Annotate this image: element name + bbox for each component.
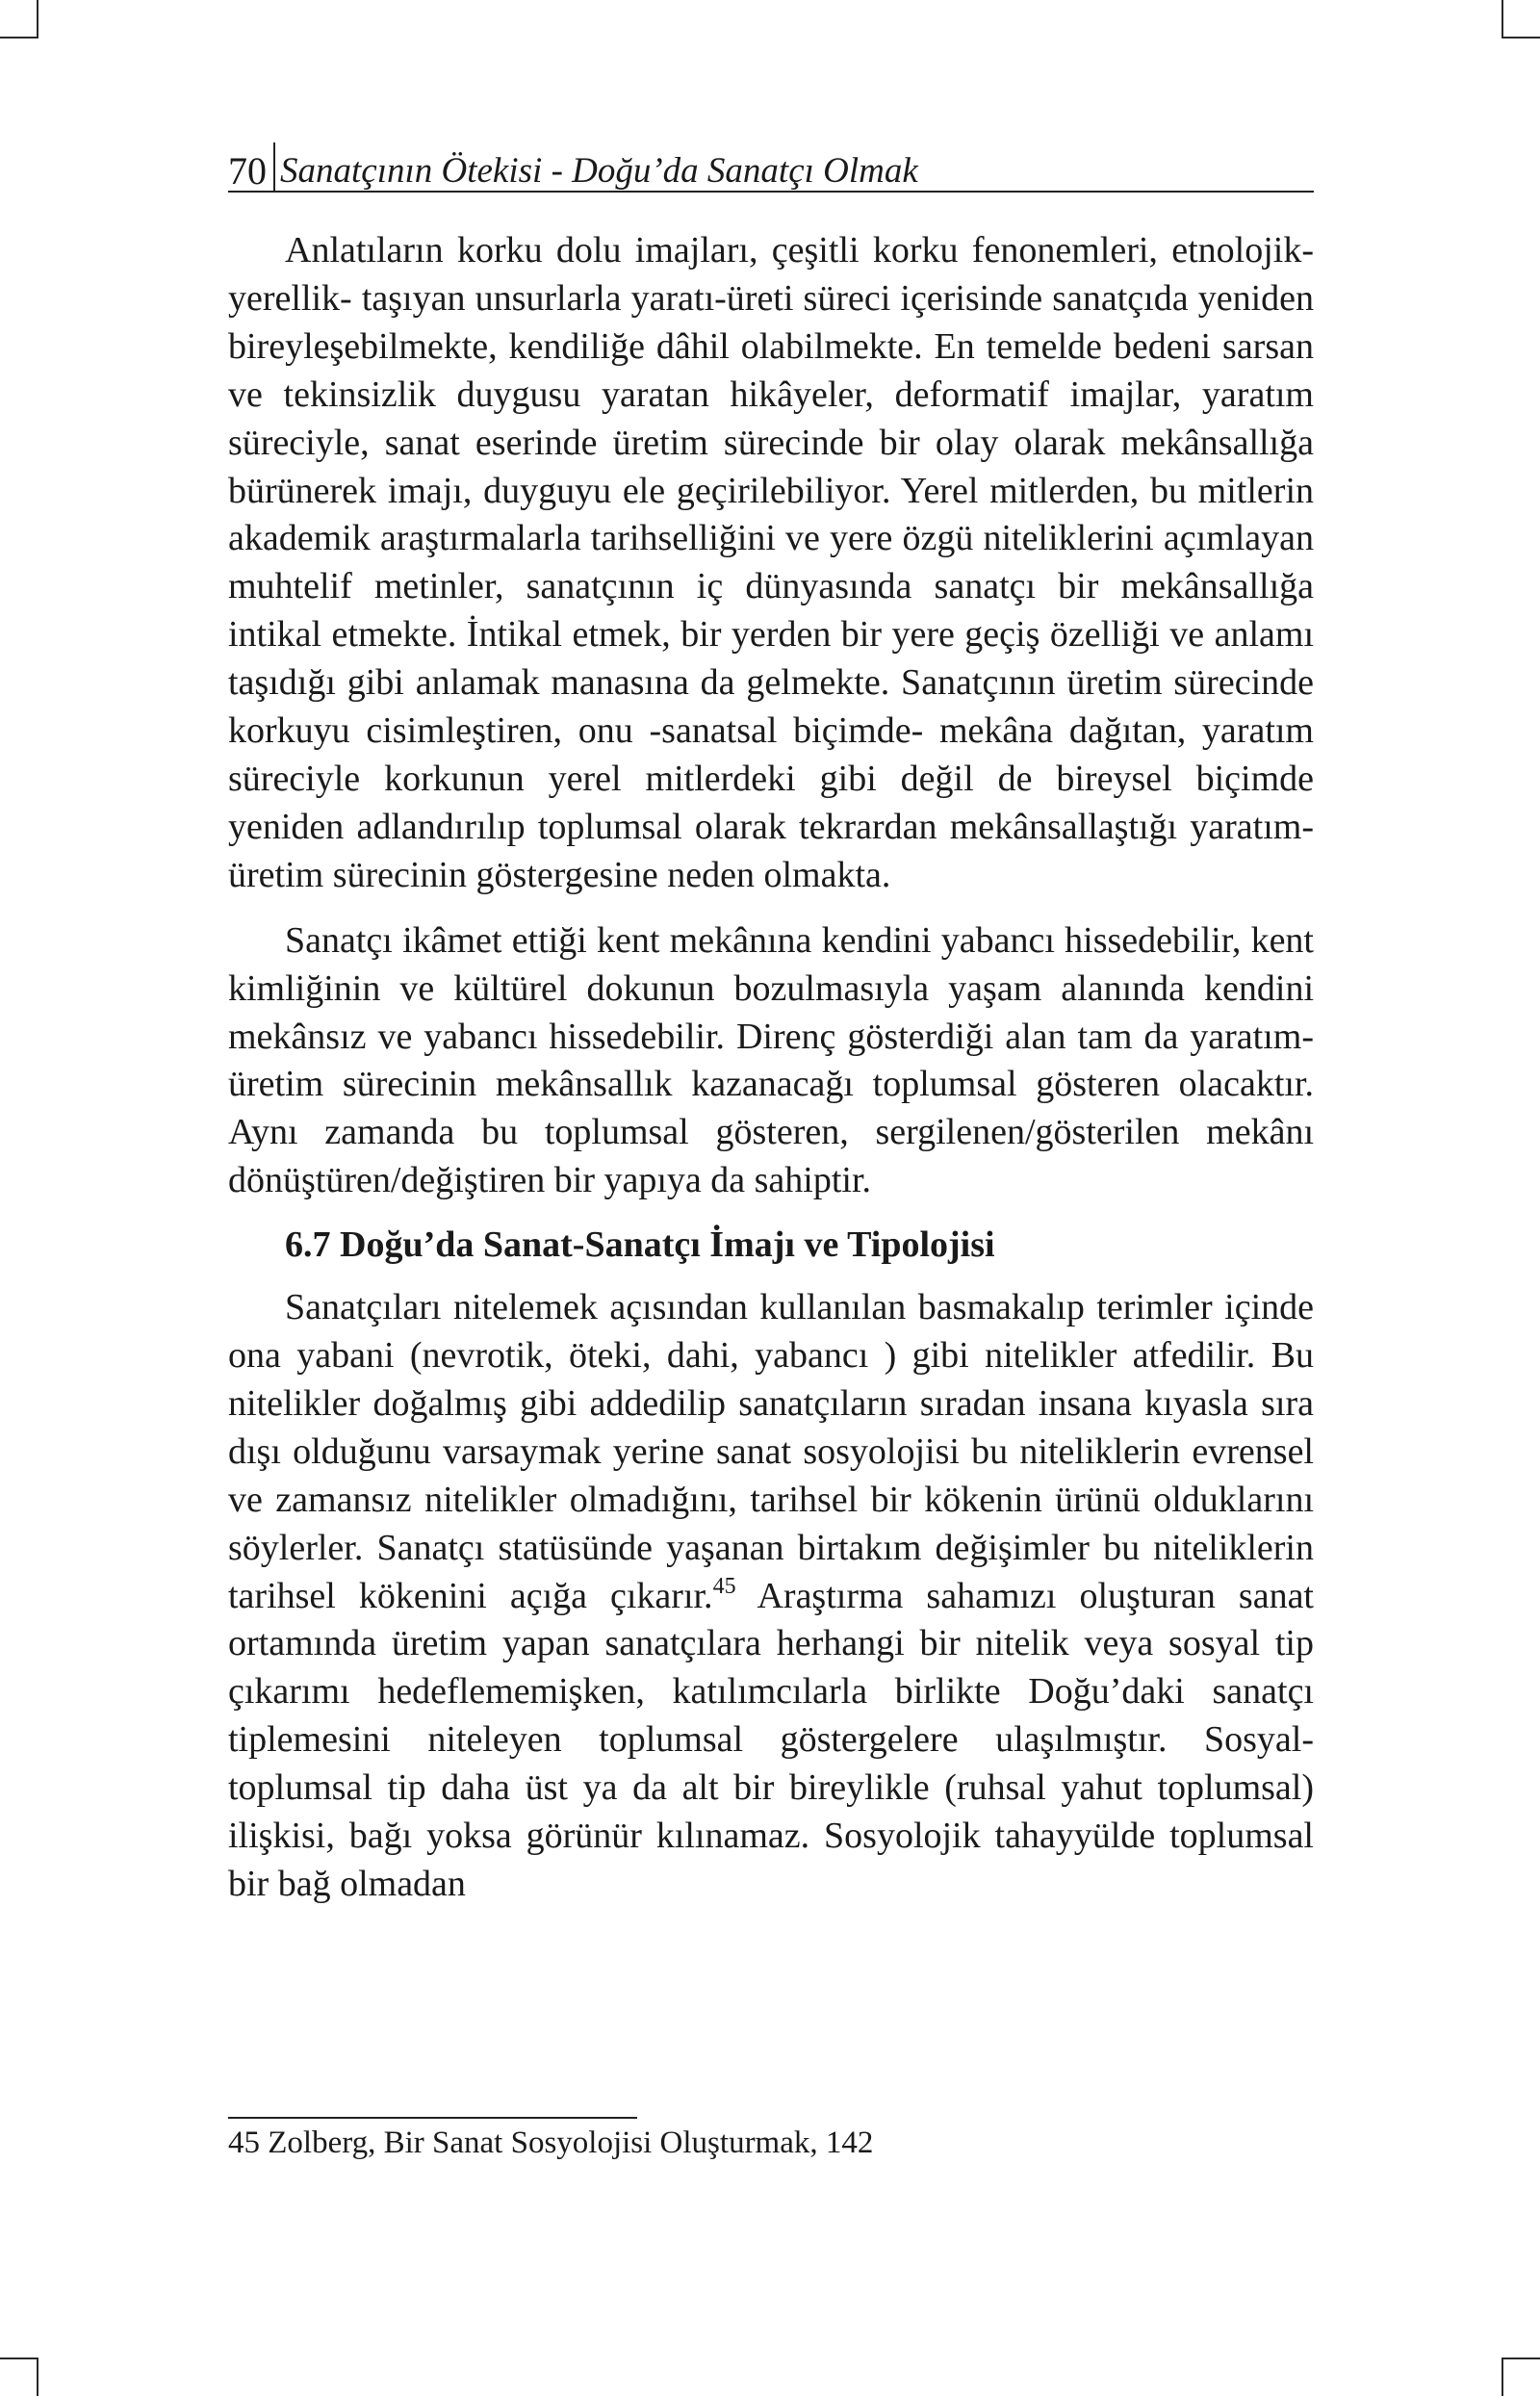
body-paragraph-2: Sanatçı ikâmet ettiği kent mekânına kendini yabancı hissedebilir, kent kimliğinin ve kültürel dokunun bozulmasıyla yaşam alanında kendini mekânsız ve yabancı hissedebilir. Direnç gösterdiği alan tam da yaratım-üretim sürecinin mekânsallık kazanacağı toplumsal gösteren olacaktır. Aynı zamanda bu toplumsal gösteren, sergilenen/gösterilen mekânı dönüştüren/değiştiren bir yapıya da sahiptir. xyxy=(228,919,1314,1201)
book-page xyxy=(228,135,1314,1909)
body-paragraph-1: Anlatıların korku dolu imajları, çeşitli korku fenonemleri, etnolojik-yerellik- taşıyan unsurlarla yaratı-üreti süreci içerisinde sanatçıda yeniden bireyleşebilmekte, kendiliğe dâhil olabilmekte. En temelde bedeni sarsan ve tekinsizlik duygusu yaratan hikâyeler, deformatif imajlar, yaratım süreciyle, sanat eserinde üretim sürecinde bir olay olarak mekânsallığa bürünerek imajı, duyguyu ele geçirilebiliyor. Yerel mitlerden, bu mitlerin akademik araştırmalarla tarihselliğini ve yere özgü niteliklerini açımlayan muhtelif metinler, sanatçının iç dünyasında sanatçı bir mekânsallığa intikal etmekte. İntikal etmek, bir yerden bir yere geçiş özelliği ve anlamı taşıdığı gibi anlamak manasına da gelmekte. Sanatçının üretim sürecinde korkuyu cisimleştiren, onu -sanatsal biçimde- mekâna dağıtan, yaratım süreciyle korkunun yerel mitlerdeki gibi değil de bireysel biçimde yeniden adlandırılıp toplumsal olarak tekrardan mekânsallaştığı yaratım-üretim sürecinin göstergesine neden olmakta. xyxy=(228,230,1314,895)
crop-mark-bottom-left-v xyxy=(37,2357,38,2396)
footnote-separator xyxy=(228,2117,637,2119)
crop-mark-top-right-h xyxy=(1502,37,1540,39)
crop-mark-bottom-right-h xyxy=(1502,2357,1540,2359)
page-number: 70 xyxy=(228,142,275,191)
crop-mark-top-left-h xyxy=(0,37,38,39)
crop-mark-bottom-left-h xyxy=(0,2357,38,2359)
paragraph-3-text-before-note: Sanatçıları nitelemek açısından kullanılan basmakalıp terimler içinde ona yabani (nevrotik, öteki, dahi, yabancı ) gibi nitelikler atfedilir. Bu nitelikler doğalmış gibi addedilip sanatçıların sıradan insana kıyasla sıra dışı olduğunu varsaymak yerine sanat sosyolojisi bu niteliklerin evrensel ve zamansız nitelikler olmadığını, tarihsel bir kökenin ürünü olduklarını söylerler. Sanatçı statüsünde yaşanan birtakım değişimler bu niteliklerin tarihsel kökenini açığa çıkarır. xyxy=(228,1287,1314,1616)
crop-mark-bottom-right-v xyxy=(1502,2357,1503,2396)
running-header xyxy=(228,135,1314,193)
crop-mark-top-right-v xyxy=(1502,0,1503,39)
body-paragraph-3 xyxy=(228,1284,1314,1909)
paragraph-3-text-after-note: Araştırma sahamızı oluşturan sanat ortamında üretim yapan sanatçılara herhangi bir nitelik veya sosyal tip çıkarımı hedeflememişken, katılımcılarla birlikte Doğu’daki sanatçı tiplemesini niteleyen toplumsal göstergelere ulaşılmıştır. Sosyal-toplumsal tip daha üst ya da alt bir bireylikle (ruhsal yahut toplumsal) ilişkisi, bağı yoksa görünür kılınamaz. Sosyolojik tahayyülde toplumsal bir bağ olmadan xyxy=(228,1575,1314,1904)
running-title: Sanatçının Ötekisi - Doğu’da Sanatçı Olmak xyxy=(280,151,918,191)
footnote-reference[interactable]: 45 xyxy=(712,1573,736,1599)
footnote: 45 Zolberg, Bir Sanat Sosyolojisi Oluşturmak, 142 xyxy=(228,2125,874,2160)
crop-mark-top-left-v xyxy=(37,0,38,39)
section-heading: 6.7 Doğu’da Sanat-Sanatçı İmajı ve Tipolojisi xyxy=(285,1224,995,1266)
